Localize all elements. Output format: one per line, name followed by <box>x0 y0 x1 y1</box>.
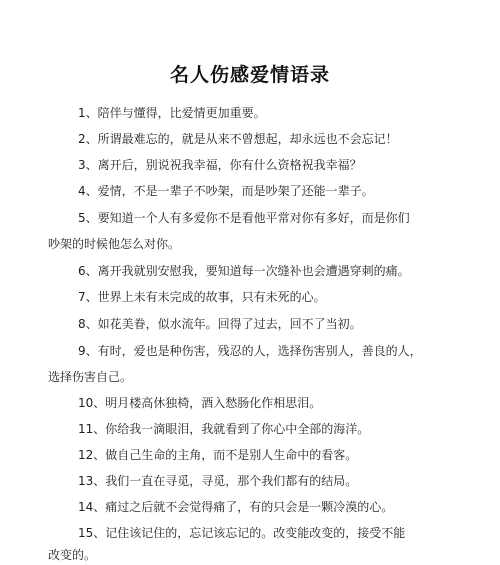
quote-12: 12、做自己生命的主角，而不是别人生命中的看客。 <box>78 448 358 462</box>
quote-3: 3、离开后，别说祝我幸福，你有什么资格祝我幸福？ <box>78 158 362 172</box>
quote-8: 8、如花美眷，似水流年。回得了过去，回不了当初。 <box>78 317 362 331</box>
quote-6: 6、离开我就别安慰我，要知道每一次缝补也会遭遇穿刺的痛。 <box>78 264 410 278</box>
quote-1: 1、陪伴与懂得，比爱情更加重要。 <box>78 106 266 120</box>
quote-2: 2、所谓最难忘的，就是从来不曾想起，却永远也不会忘记！ <box>78 132 398 146</box>
quote-9: 9、有时，爱也是种伤害，残忍的人，选择伤害别人，善良的人， <box>78 344 422 358</box>
quote-5: 5、要知道一个人有多爱你不是看他平常对你有多好，而是你们 <box>78 211 410 225</box>
quote-15: 15、记住该记住的，忘记该忘记的。改变能改变的，接受不能 <box>78 526 406 540</box>
quote-15-continued: 改变的。 <box>48 548 97 562</box>
document-title: 名人伤感爱情语录 <box>169 64 330 86</box>
quote-4: 4、爱情，不是一辈子不吵架，而是吵架了还能一辈子。 <box>78 184 374 198</box>
quote-11: 11、你给我一滴眼泪，我就看到了你心中全部的海洋。 <box>78 422 370 436</box>
quote-10: 10、明月楼高休独椅，酒入愁肠化作相思泪。 <box>78 396 322 410</box>
quote-9-continued: 选择伤害自己。 <box>48 370 133 384</box>
quote-5-continued: 吵架的时候他怎么对你。 <box>48 237 181 251</box>
quote-13: 13、我们一直在寻觅，寻觅，那个我们都有的结局。 <box>78 474 358 488</box>
quote-14: 14、痛过之后就不会觉得痛了，有的只会是一颗冷漠的心。 <box>78 500 394 514</box>
quote-7: 7、世界上未有未完成的故事，只有未死的心。 <box>78 290 326 304</box>
